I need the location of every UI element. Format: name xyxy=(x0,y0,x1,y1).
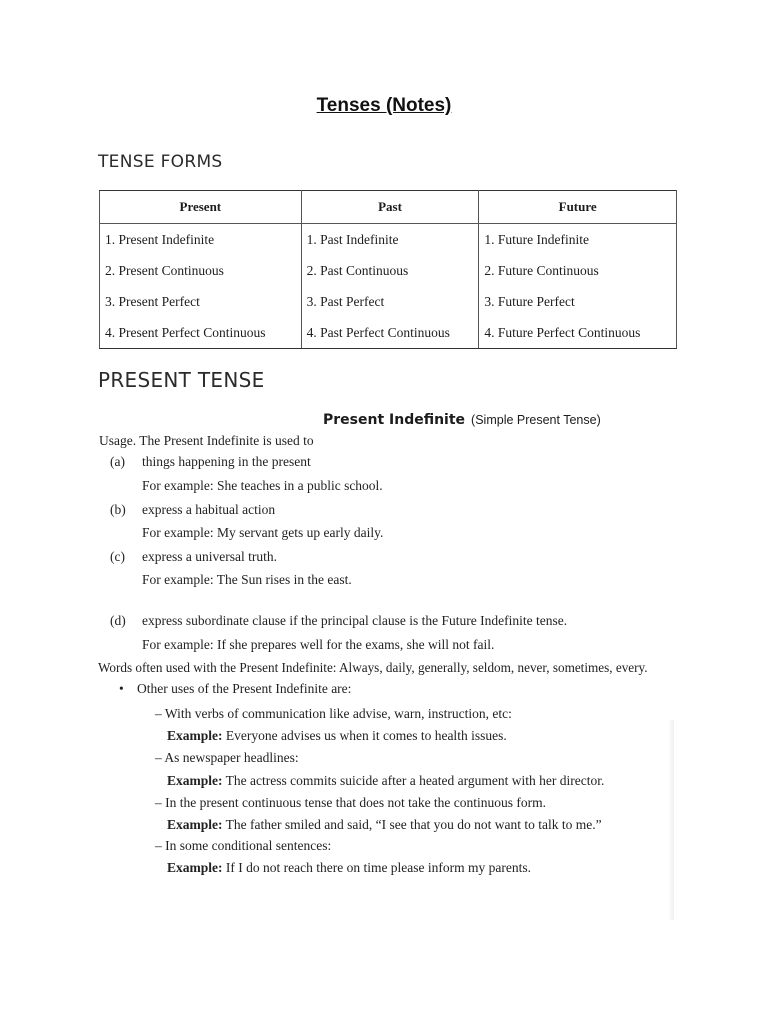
usage-item-b xyxy=(110,502,275,518)
example-text: Everyone advises us when it comes to health issues. xyxy=(225,728,507,743)
table-row xyxy=(100,224,677,256)
table-row xyxy=(100,255,677,286)
usage-item-c xyxy=(110,549,277,565)
usage-text: things happening in the present xyxy=(142,454,311,469)
table-cell: 1. Present Indefinite xyxy=(100,224,302,256)
usage-item-d xyxy=(110,613,567,629)
usage-marker: (d) xyxy=(110,613,126,628)
table-cell: 4. Future Perfect Continuous xyxy=(479,317,677,349)
table-row xyxy=(100,317,677,349)
usage-example: For example: She teaches in a public school. xyxy=(142,478,383,493)
usage-item-a xyxy=(110,454,311,470)
other-uses-intro-text: Other uses of the Present Indefinite are: xyxy=(137,681,352,696)
table-header-row xyxy=(100,191,677,224)
other-use-item: – As newspaper headlines: xyxy=(155,750,299,765)
usage-text: express a habitual action xyxy=(142,502,276,517)
table-cell: 1. Future Indefinite xyxy=(479,224,677,256)
example-label: Example: xyxy=(167,817,223,832)
present-tense-heading: PRESENT TENSE xyxy=(98,368,265,392)
usage-intro: Usage. The Present Indefinite is used to xyxy=(99,433,314,448)
table-cell: 1. Past Indefinite xyxy=(301,224,479,256)
column-header-past: Past xyxy=(301,191,479,224)
column-header-present: Present xyxy=(100,191,302,224)
example-label: Example: xyxy=(167,773,223,788)
other-use-item: – In the present continuous tense that does not take the continuous form. xyxy=(155,795,547,810)
column-header-future: Future xyxy=(479,191,677,224)
other-use-example xyxy=(167,728,507,744)
table-cell: 4. Past Perfect Continuous xyxy=(301,317,479,349)
other-use-item: – In some conditional sentences: xyxy=(155,838,332,853)
table-cell: 2. Future Continuous xyxy=(479,255,677,286)
subheading-paren: (Simple Present Tense) xyxy=(471,413,601,427)
usage-example: For example: My servant gets up early daily. xyxy=(142,525,384,540)
other-use-item: – With verbs of communication like advise, warn, instruction, etc: xyxy=(155,706,512,721)
usage-text: express a universal truth. xyxy=(142,549,277,564)
usage-example: For example: If she prepares well for the exams, she will not fail. xyxy=(142,637,495,652)
frequent-words-line: Words often used with the Present Indefinite: Always, daily, generally, seldom, never, sometimes, every. xyxy=(98,660,648,675)
table-row xyxy=(100,286,677,317)
table-cell: 3. Present Perfect xyxy=(100,286,302,317)
usage-marker: (c) xyxy=(110,549,125,564)
example-text: If I do not reach there on time please inform my parents. xyxy=(225,860,532,875)
table-cell: 2. Past Continuous xyxy=(301,255,479,286)
tense-forms-heading: TENSE FORMS xyxy=(98,152,223,172)
usage-marker: (b) xyxy=(110,502,126,517)
tense-forms-table xyxy=(99,190,677,349)
other-uses-intro xyxy=(119,681,351,697)
page-title: Tenses (Notes) xyxy=(316,95,452,116)
example-label: Example: xyxy=(167,860,223,875)
present-indefinite-subheading xyxy=(323,411,601,429)
example-text: The actress commits suicide after a heated argument with her director. xyxy=(225,773,605,788)
table-cell: 4. Present Perfect Continuous xyxy=(100,317,302,349)
bullet-icon: • xyxy=(119,681,124,696)
subheading-title: Present Indefinite xyxy=(323,412,466,428)
usage-text: express subordinate clause if the principal clause is the Future Indefinite tense. xyxy=(142,613,568,628)
usage-example: For example: The Sun rises in the east. xyxy=(142,572,352,587)
table-cell: 3. Past Perfect xyxy=(301,286,479,317)
other-use-example xyxy=(167,817,602,833)
example-label: Example: xyxy=(167,728,223,743)
other-use-example xyxy=(167,860,531,876)
table-cell: 2. Present Continuous xyxy=(100,255,302,286)
usage-marker: (a) xyxy=(110,454,125,469)
example-text: The father smiled and said, “I see that you do not want to talk to me.” xyxy=(225,817,602,832)
scan-edge-shadow xyxy=(668,720,674,920)
table-cell: 3. Future Perfect xyxy=(479,286,677,317)
other-use-example xyxy=(167,773,604,789)
